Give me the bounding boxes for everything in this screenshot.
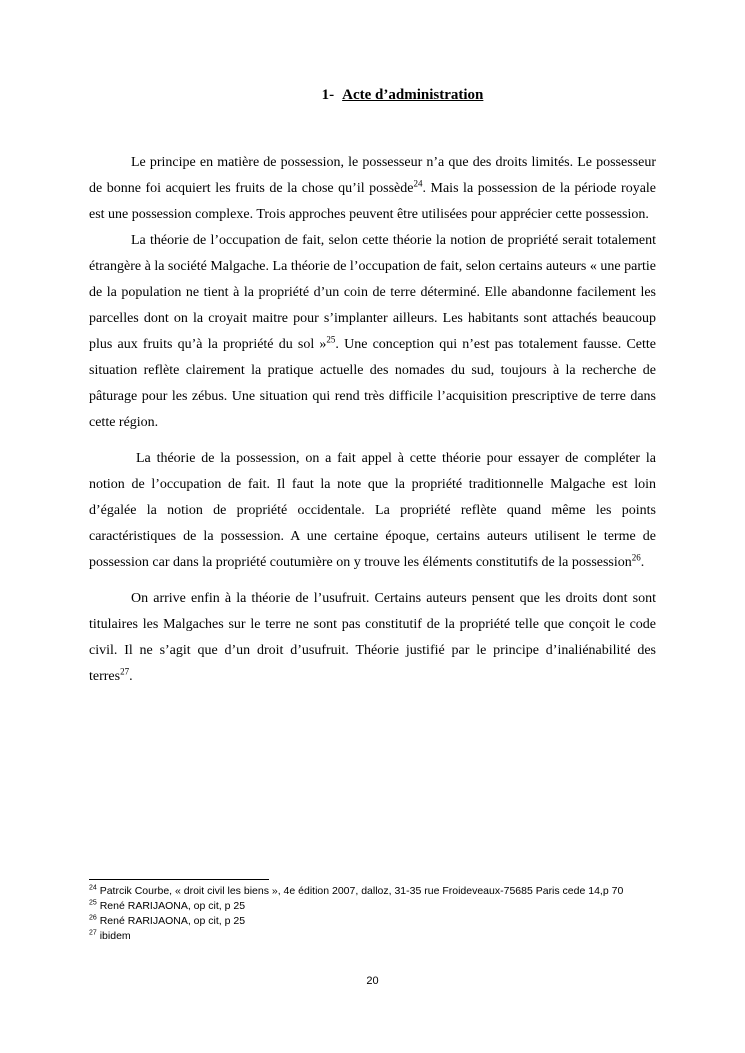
footnote-27 <box>89 929 659 944</box>
paragraph-3 <box>89 446 656 576</box>
footnote-ref-24: 24 <box>413 178 423 189</box>
paragraph-4 <box>89 586 656 690</box>
paragraph-3-text-b: . <box>640 555 645 570</box>
paragraph-2 <box>89 228 656 436</box>
footnote-25 <box>89 899 659 914</box>
paragraph-2-text-a: La théorie de l’occupation de fait, selon cette théorie la notion de propriété serait totalement étrangère à la société Malgache. La théorie de l’occupation de fait, selon certains auteurs « une partie de la population ne tient à la propriété d’un coin de terre déterminé. Elle abandonne facilement les parcelles dont on la croyait maitre pour s’implanter ailleurs. Les habitants sont attachés beaucoup plus aux fruits qu’à la propriété du sol » <box>89 233 656 352</box>
page-number: 20 <box>366 975 379 987</box>
footnote-number: 26 <box>89 914 97 922</box>
section-number: 1- <box>321 87 335 103</box>
footnote-text: Patrcik Courbe, « droit civil les biens », 4e édition 2007, dalloz, 31-35 rue Froideveaux-75685 Paris cede 14,p 70 <box>99 885 624 897</box>
footnote-number: 25 <box>89 899 97 907</box>
footnote-24 <box>89 884 659 899</box>
section-heading <box>0 87 745 104</box>
footnote-text: René RARIJAONA, op cit, p 25 <box>99 900 246 912</box>
paragraph-3-text-a: La théorie de la possession, on a fait appel à cette théorie pour essayer de compléter la notion de l’occupation de fait. Il faut la note que la propriété traditionnelle Malgache est loin d’égalée la notion de propriété occidentale. La propriété reflète quand même les points caractéristiques de la possession. A une certaine époque, certains auteurs utilisent le terme de possession car dans la propriété coutumière on y trouve les éléments constitutifs de la possession <box>89 451 656 570</box>
footnote-number: 24 <box>89 884 97 892</box>
footnote-number: 27 <box>89 929 97 937</box>
paragraph-1-text-a: Le principe en matière de possession, le possesseur n’a que des droits limités. Le possesseur de bonne foi acquiert les fruits de la chose qu’il possède <box>89 155 656 196</box>
paragraph-1-text-b: . Mais la possession de la période royale est une possession complexe. Trois approches peuvent être utilisées pour apprécier cette possession. <box>89 181 657 222</box>
body-text <box>89 150 656 690</box>
footnote-ref-25: 25 <box>326 334 336 345</box>
footnote-ref-26: 26 <box>631 552 641 563</box>
section-title: Acte d’administration <box>342 87 484 103</box>
paragraph-2-text-b: . Une conception qui n’est pas totalement fausse. Cette situation reflète clairement la pratique actuelle des nomades du sud, toujours à la recherche de pâturage pour les zébus. Une situation qui rend très difficile l’acquisition prescriptive de terre dans cette région. <box>89 337 656 430</box>
footnote-text: René RARIJAONA, op cit, p 25 <box>99 915 246 927</box>
paragraph-4-text-b: . <box>129 669 133 684</box>
footnote-26 <box>89 914 659 929</box>
footnote-ref-27: 27 <box>120 666 130 677</box>
footnotes <box>89 884 659 944</box>
paragraph-1 <box>89 150 656 228</box>
footnote-separator <box>89 879 269 880</box>
footnote-text: ibidem <box>99 930 131 942</box>
paragraph-4-text-a: On arrive enfin à la théorie de l’usufruit. Certains auteurs pensent que les droits dont sont titulaires les Malgaches sur le terre ne sont pas constitutif de la propriété telle que conçoit le code civil. Il ne s’agit que d’un droit d’usufruit. Théorie justifié par le principe d’inaliénabilité des terres <box>89 591 656 684</box>
